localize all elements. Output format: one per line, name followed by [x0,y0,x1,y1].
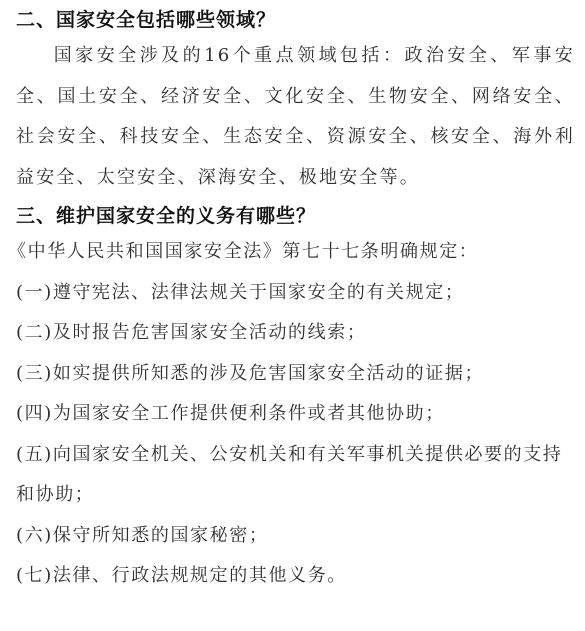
section-3-heading: 三、维护国家安全的义务有哪些？ [16,205,317,227]
section-2-heading: 二、国家安全包括哪些领域？ [16,9,277,31]
section-2-paragraph: 国家安全涉及的16个重点领域包括：政治安全、军事安全、国土安全、经济安全、文化安全、生物安全、网络安全、社会安全、科技安全、生态安全、资源安全、核安全、海外利益安全、太空安全、深海安全、极地安全等。 [16,45,575,188]
obligation-item-3: (三)如实提供所知悉的涉及危害国家安全活动的证据； [16,362,485,384]
obligation-item-4: (四)为国家安全工作提供便利条件或者其他协助； [16,403,445,424]
obligation-item-2: (二)及时报告危害国家安全活动的线索； [16,322,367,343]
obligation-item-6: (六)保守所知悉的国家秘密； [16,524,269,546]
law-citation: 《中华人民共和国国家安全法》第七十七条明确规定： [8,241,479,262]
obligation-item-1: (一)遵守宪法、法律法规关于国家安全的有关规定； [16,281,465,303]
obligation-item-5: (五)向国家安全机关、公安机关和有关军事机关提供必要的支持和协助； [16,443,563,505]
obligation-item-7: (七)法律、行政法规规定的其他义务。 [16,565,347,586]
